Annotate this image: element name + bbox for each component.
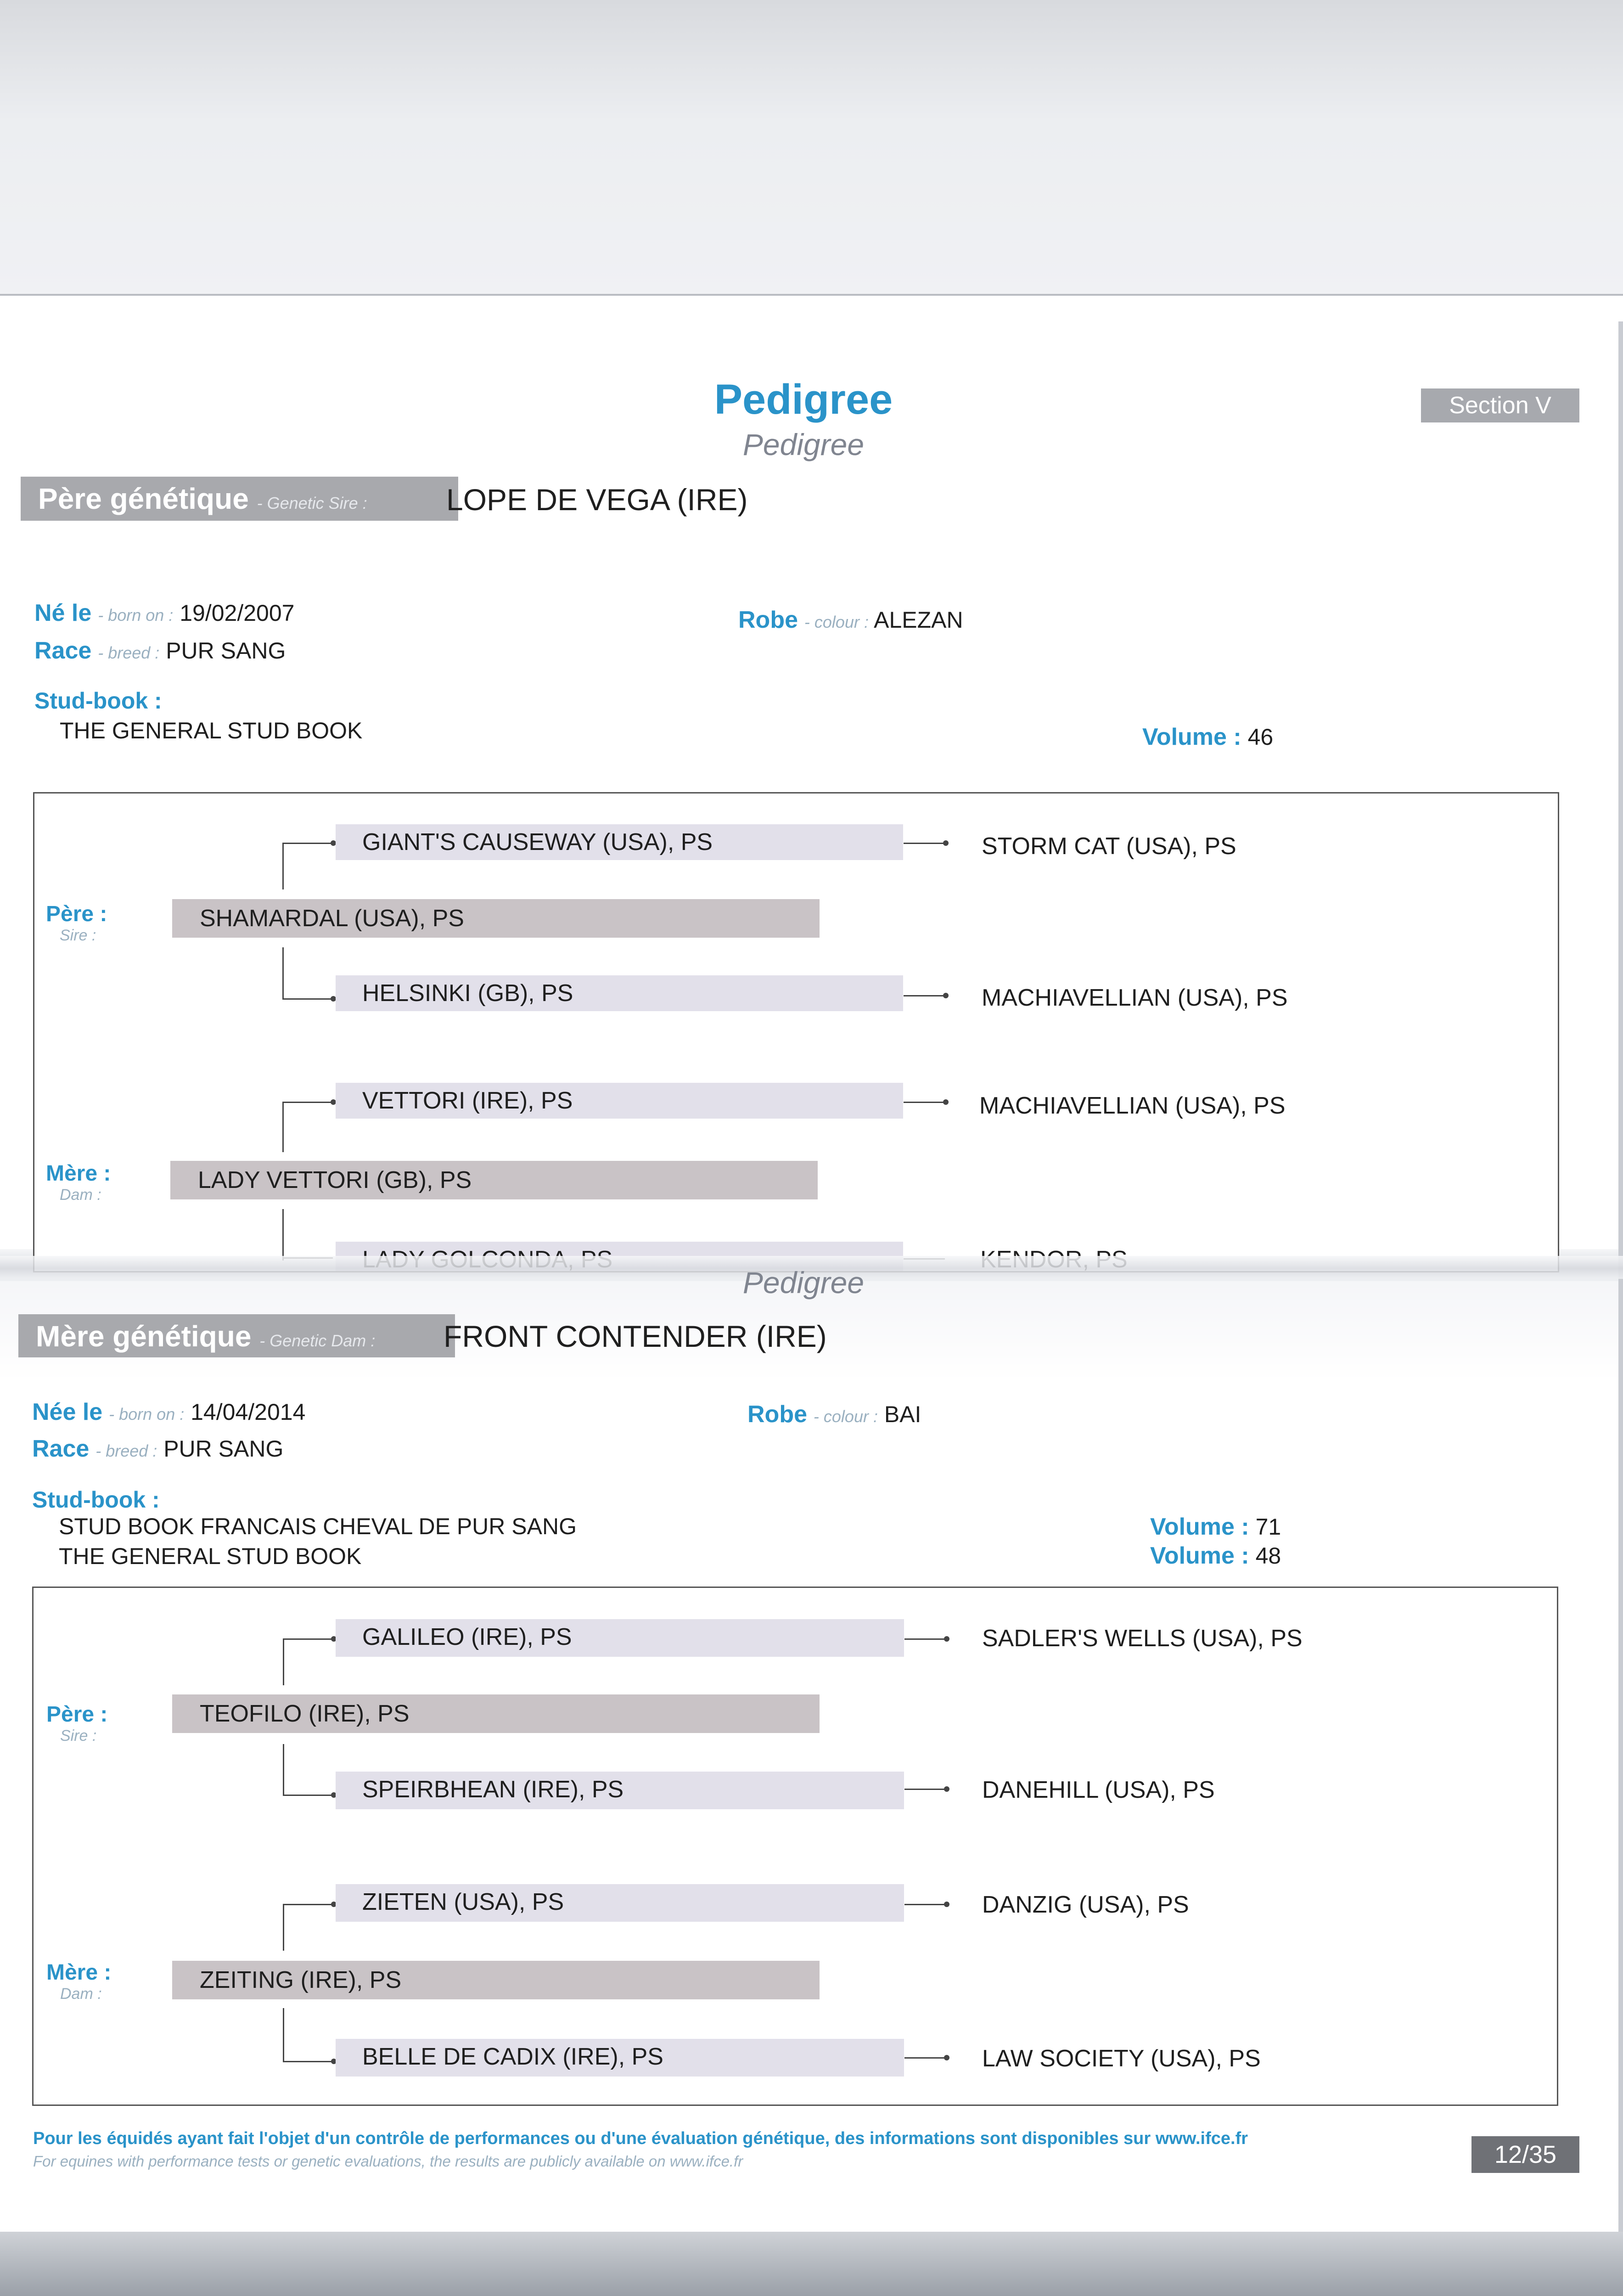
sire-father-label-en: Sire : [60,927,96,944]
sire-mother-sire-sire: MACHIAVELLIAN (USA), PS [979,1092,1286,1119]
sire-colour-hint: - colour : [804,613,869,631]
connector [283,2008,284,2062]
dam-studbook-name-2: THE GENERAL STUD BOOK [59,1543,362,1569]
connector-dot [944,1902,949,1907]
connector [904,1102,945,1103]
sire-name: LOPE DE VEGA (IRE) [446,483,748,517]
sire-banner-fr: Père génétique [38,482,249,515]
connector [282,1102,333,1103]
dam-breed-field [32,1435,283,1463]
sire-volume-value: 46 [1247,724,1274,750]
dam-colour-hint: - colour : [813,1407,878,1426]
dam-father-label-en: Sire : [60,1727,97,1745]
dam-father-label [46,1702,107,1745]
page-subtitle: Pedigree [742,428,865,461]
sire-studbook-name: THE GENERAL STUD BOOK [60,718,363,743]
dam-breed-hint: - breed : [95,1441,157,1460]
dam-mother-sire-sire: DANZIG (USA), PS [982,1891,1189,1918]
page-number: 12/35 [1471,2136,1579,2173]
dam-father-sire-sire: SADLER'S WELLS (USA), PS [982,1625,1303,1652]
dam-born-value: 14/04/2014 [191,1399,306,1425]
connector-dot [943,993,949,998]
sire-studbook-label: Stud-book : [34,688,162,714]
dam-father: TEOFILO (IRE), PS [172,1694,820,1733]
connector [904,843,945,844]
repeated-subtitle: Pedigree [742,1266,865,1300]
sire-colour-value: ALEZAN [874,607,963,633]
dam-mother-label-en: Dam : [60,1985,102,2003]
connector [283,1904,284,1951]
dam-studbook-label: Stud-book : [32,1487,160,1513]
sire-father-dam: HELSINKI (GB), PS [336,975,903,1011]
dam-breed-value: PUR SANG [163,1436,284,1462]
connector [904,995,945,996]
scan-background-top [0,0,1623,303]
sire-volume-label: Volume : [1142,724,1241,750]
dam-colour-field [747,1401,921,1428]
connector [283,1638,333,1640]
dam-mother-sire: ZIETEN (USA), PS [336,1884,904,1922]
connector [282,843,284,889]
sire-born-hint: - born on : [98,606,174,625]
dam-breed-label: Race [32,1435,90,1462]
connector-dot [943,840,949,846]
sire-mother: LADY VETTORI (GB), PS [170,1161,818,1199]
connector [282,1102,284,1152]
dam-name: FRONT CONTENDER (IRE) [444,1319,827,1353]
connector [282,947,284,999]
sire-mother-label-en: Dam : [60,1186,101,1204]
dam-colour-label: Robe [747,1401,807,1428]
dam-banner [18,1314,455,1357]
dam-born-hint: - born on : [109,1405,185,1424]
dam-volume-label-1: Volume : [1150,1514,1249,1540]
dam-mother-label [46,1960,111,2003]
dam-father-sire: GALILEO (IRE), PS [336,1619,904,1657]
sire-pedigree-box [33,792,1559,1272]
section-badge: Section V [1421,388,1579,422]
dam-mother-dam: BELLE DE CADIX (IRE), PS [336,2039,904,2077]
connector [282,1209,284,1261]
sire-colour-field [738,606,963,634]
sire-father-label [46,901,107,945]
sire-breed-hint: - breed : [98,643,160,662]
dam-studbook-volume-1 [1150,1513,1281,1541]
dam-colour-value: BAI [884,1401,921,1427]
connector [904,2057,946,2059]
dam-volume-value-1: 71 [1255,1514,1281,1540]
connector [904,1638,946,1640]
sire-breed-label: Race [34,637,92,664]
sire-colour-label: Robe [738,607,798,633]
sire-mother-label [46,1161,111,1204]
connector-dot [944,1636,949,1642]
dam-born-field [32,1398,305,1426]
connector [904,1789,946,1790]
dam-studbook-name-1: STUD BOOK FRANCAIS CHEVAL DE PUR SANG [59,1514,577,1539]
connector [282,998,333,1000]
sire-father-label-fr: Père : [46,902,107,926]
dam-studbook-volume-2 [1150,1542,1281,1570]
sire-born-field [34,599,294,627]
dam-volume-label-2: Volume : [1150,1542,1249,1569]
connector [283,2061,333,2062]
sire-father-dam-sire: MACHIAVELLIAN (USA), PS [982,985,1288,1011]
sire-studbook-volume [1142,723,1273,751]
connector-dot [944,2055,949,2060]
dam-banner-fr: Mère génétique [36,1320,252,1353]
dam-mother: ZEITING (IRE), PS [172,1961,820,1999]
sire-born-value: 19/02/2007 [180,600,295,626]
sire-father-sire: GIANT'S CAUSEWAY (USA), PS [336,824,903,860]
footer-note-fr: Pour les équidés ayant fait l'objet d'un contrôle de performances ou d'une évaluation génétique, des informations sont disponibles sur www.ifce.fr [33,2129,1248,2148]
connector [283,1795,333,1796]
sire-banner [21,477,458,521]
sire-banner-en: - Genetic Sire : [257,494,367,512]
sire-breed-field [34,637,286,664]
connector [283,1638,284,1685]
dam-father-label-fr: Père : [46,1702,108,1727]
sire-mother-sire: VETTORI (IRE), PS [336,1083,903,1119]
dam-mother-dam-sire: LAW SOCIETY (USA), PS [982,2045,1261,2072]
connector-dot [944,1786,949,1792]
dam-pedigree-box [32,1587,1558,2106]
sire-father: SHAMARDAL (USA), PS [172,899,820,938]
dam-father-dam: SPEIRBHEAN (IRE), PS [336,1772,904,1809]
dam-volume-value-2: 48 [1255,1543,1281,1569]
connector [904,1904,946,1905]
scan-background-bottom [0,2232,1623,2296]
sire-father-sire-sire: STORM CAT (USA), PS [982,833,1236,860]
dam-father-dam-sire: DANEHILL (USA), PS [982,1777,1215,1803]
connector [282,843,333,844]
connector [283,1904,333,1905]
connector [283,1744,284,1795]
sire-mother-label-fr: Mère : [46,1161,111,1186]
footer-note-en: For equines with performance tests or genetic evaluations, the results are publicly available on www.ifce.fr [33,2153,743,2170]
connector-dot [943,1099,949,1105]
dam-mother-label-fr: Mère : [46,1960,112,1985]
page-title: Pedigree [714,376,893,423]
dam-born-label: Née le [32,1399,103,1425]
dam-banner-en: - Genetic Dam : [259,1331,376,1350]
sire-born-label: Né le [34,600,92,626]
sire-breed-value: PUR SANG [166,638,286,664]
